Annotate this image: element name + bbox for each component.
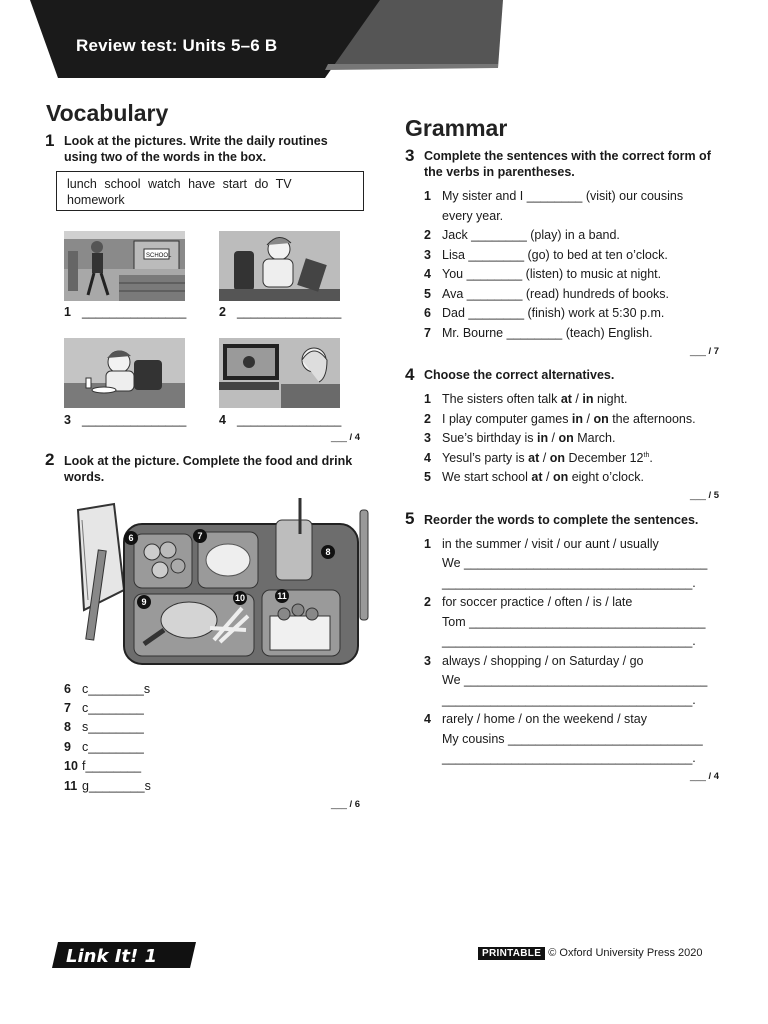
alternative-item (424, 392, 628, 406)
vocab-item (219, 413, 341, 427)
alternative-a[interactable]: in (536, 431, 549, 445)
item-number: 7 (64, 701, 71, 715)
answer-line[interactable]: My cousins ____________________________ (442, 732, 703, 746)
sentence-part: the afternoons. (608, 412, 696, 426)
page-title: Review test: Units 5–6 B (76, 36, 278, 55)
exercise-number: 3 (405, 146, 415, 165)
callout-11: 11 (277, 591, 287, 601)
score-total: / 4 (708, 771, 720, 782)
exercise-number: 5 (405, 509, 415, 528)
food-item (64, 701, 144, 715)
score-total: / 7 (708, 346, 720, 357)
alternative-a[interactable]: at (531, 470, 543, 484)
instruction-line: words. (64, 470, 105, 484)
sentence[interactable]: Ava ________ (read) hundreds of books. (442, 287, 670, 301)
item-number: 3 (64, 413, 71, 427)
alternative-item (424, 431, 615, 445)
grammar-item (424, 306, 664, 320)
answer-line[interactable]: We ___________________________________ (442, 556, 708, 570)
answer-blank[interactable]: _______________ (237, 413, 342, 427)
grammar-item (424, 267, 661, 281)
score-box: ___ / 5 (690, 490, 720, 501)
alternative-separator: / (539, 451, 550, 465)
exercise-instruction (424, 148, 711, 180)
sentence-part: night. (593, 392, 628, 406)
alternative-b[interactable]: on (593, 412, 609, 426)
item-number: 5 (424, 470, 431, 484)
sentence-part: December 12 (565, 451, 644, 465)
answer-blank[interactable]: _______________ (82, 305, 187, 319)
score-total: / 6 (349, 799, 361, 810)
instruction-line: using two of the words in the box. (64, 150, 267, 164)
sentence-part: I play computer games (442, 412, 572, 426)
alternative-a[interactable]: at (560, 392, 572, 406)
item-number: 5 (424, 287, 431, 301)
alternative-item (424, 470, 644, 484)
alternative-separator: / (542, 470, 553, 484)
svg-text:Link It! 1: Link It! 1 (66, 946, 157, 967)
item-number: 8 (64, 720, 71, 734)
copyright-text: © Oxford University Press 2020 (548, 947, 703, 959)
footer-copyright (478, 947, 702, 960)
sentence[interactable]: My sister and I ________ (visit) our cousins (442, 189, 684, 203)
grammar-item (424, 287, 669, 301)
lunch-tray-illustration (64, 490, 382, 672)
food-item (64, 740, 144, 754)
alternative-separator: / (571, 392, 583, 406)
answer-line[interactable]: We ___________________________________ (442, 673, 708, 687)
grammar-heading: Grammar (405, 115, 508, 141)
sentence[interactable]: Lisa ________ (go) to bed at ten o’clock. (442, 248, 668, 262)
item-number: 2 (219, 305, 226, 319)
answer-blank[interactable]: f________ (82, 759, 142, 773)
sentence-part: The sisters often talk (442, 392, 561, 406)
reading-girl-illustration (219, 231, 340, 301)
callout-10: 10 (234, 593, 246, 603)
alternative-b[interactable]: on (558, 431, 574, 445)
item-number: 3 (424, 248, 431, 262)
sentence-part: . (649, 451, 653, 465)
alternative-separator: / (583, 412, 594, 426)
sentence-part: We start school (442, 470, 532, 484)
item-number: 1 (424, 537, 431, 551)
item-number: 6 (424, 306, 431, 320)
answer-blank[interactable]: _______________ (237, 305, 342, 319)
item-number: 2 (424, 228, 431, 242)
answer-line[interactable]: ____________________________________. (442, 634, 696, 648)
item-number: 4 (424, 451, 431, 465)
item-number: 1 (424, 392, 431, 406)
callout-6: 6 (128, 533, 134, 543)
alternative-item (424, 451, 653, 465)
answer-blank[interactable]: s________ (82, 720, 144, 734)
word-prompt: for soccer practice / often / is / late (442, 595, 633, 609)
exercise-instruction (64, 453, 352, 485)
word-prompt: rarely / home / on the weekend / stay (442, 712, 647, 726)
grammar-item (424, 228, 620, 242)
printable-badge: PRINTABLE (478, 947, 545, 960)
school-scene-illustration (64, 231, 185, 301)
sentence[interactable]: You ________ (listen) to music at night. (442, 267, 662, 281)
vocab-item (64, 305, 186, 319)
food-item (64, 759, 141, 773)
item-number: 6 (64, 682, 71, 696)
sentence-part: eight o’clock. (568, 470, 644, 484)
word-prompt: always / shopping / on Saturday / go (442, 654, 644, 668)
word-box-line: homework (67, 193, 125, 207)
answer-blank[interactable]: g________s (82, 779, 151, 793)
score-box: ___ / 6 (331, 799, 361, 810)
callout-8: 8 (325, 547, 331, 557)
alternative-a[interactable]: at (528, 451, 540, 465)
sentence-part: Yesul’s party is (442, 451, 529, 465)
word-box (56, 171, 364, 211)
item-number: 2 (424, 595, 431, 609)
answer-line[interactable]: ____________________________________. (442, 751, 696, 765)
vocab-item (64, 413, 186, 427)
vocab-item (219, 305, 341, 319)
exercise-instruction: Choose the correct alternatives. (424, 368, 615, 382)
item-number: 7 (424, 326, 431, 340)
word-box-line: lunch school watch have start do TV (67, 177, 292, 191)
item-number: 4 (424, 267, 431, 281)
sentence-part: March. (573, 431, 616, 445)
food-item (64, 779, 151, 793)
reorder-prompt (424, 537, 659, 551)
score-total: / 5 (708, 490, 720, 501)
item-number: 3 (424, 431, 431, 445)
alternative-b[interactable]: in (582, 392, 594, 406)
reorder-prompt (424, 595, 632, 609)
reorder-prompt (424, 654, 644, 668)
eating-boy-illustration (64, 338, 185, 408)
callout-7: 7 (197, 531, 203, 541)
word-prompt: in the summer / visit / our aunt / usually (442, 537, 659, 551)
exercise-instruction (64, 133, 328, 165)
sentence[interactable]: Jack ________ (play) in a band. (442, 228, 620, 242)
sentence-part: Sue’s birthday is (442, 431, 537, 445)
vocabulary-heading: Vocabulary (46, 100, 169, 126)
answer-line[interactable]: ____________________________________. (442, 576, 696, 590)
answer-blank[interactable]: c________ (82, 701, 144, 715)
item-number: 4 (424, 712, 431, 726)
alternative-item (424, 412, 696, 426)
answer-line[interactable]: Tom __________________________________ (442, 615, 706, 629)
grammar-item (424, 189, 683, 203)
grammar-item (424, 209, 503, 223)
sentence: every year. (442, 209, 504, 223)
grammar-item (424, 248, 668, 262)
callout-9: 9 (141, 597, 147, 607)
ordinal-suffix: th (643, 451, 650, 459)
tv-girl-illustration (219, 338, 340, 408)
score-box: ___ / 4 (690, 771, 720, 782)
answer-line[interactable]: ____________________________________. (442, 693, 696, 707)
answer-blank[interactable]: _______________ (82, 413, 187, 427)
exercise-instruction: Reorder the words to complete the sentences. (424, 513, 699, 527)
instruction-line: Look at the pictures. Write the daily routines (64, 134, 328, 148)
item-number: 10 (64, 759, 78, 773)
link-it-logo (52, 940, 198, 970)
food-item (64, 720, 144, 734)
svg-text:SCHOOL: SCHOOL (146, 253, 172, 259)
score-box: ___ / 7 (690, 346, 720, 357)
score-box: ___ / 4 (331, 432, 361, 443)
alternative-a[interactable]: in (571, 412, 584, 426)
answer-blank[interactable]: c________s (82, 682, 151, 696)
grammar-item (424, 326, 653, 340)
sentence[interactable]: Dad ________ (finish) work at 5:30 p.m. (442, 306, 665, 320)
sentence[interactable]: Mr. Bourne ________ (teach) English. (442, 326, 653, 340)
instruction-line: Look at the picture. Complete the food and drink (64, 454, 353, 468)
alternative-b[interactable]: on (549, 451, 565, 465)
item-number: 1 (424, 189, 431, 203)
item-number: 2 (424, 412, 431, 426)
food-item (64, 682, 150, 696)
exercise-number: 1 (45, 131, 55, 150)
item-number: 1 (64, 305, 71, 319)
exercise-number: 2 (45, 450, 55, 469)
alternative-separator: / (548, 431, 559, 445)
exercise-number: 4 (405, 365, 415, 384)
instruction-line: the verbs in parentheses. (424, 165, 575, 179)
alternative-b[interactable]: on (552, 470, 569, 484)
score-total: / 4 (349, 432, 361, 443)
answer-blank[interactable]: c________ (82, 740, 144, 754)
instruction-line: Complete the sentences with the correct form of (424, 149, 711, 163)
reorder-prompt (424, 712, 647, 726)
item-number: 3 (424, 654, 431, 668)
item-number: 4 (219, 413, 226, 427)
item-number: 9 (64, 740, 71, 754)
item-number: 11 (64, 779, 78, 793)
